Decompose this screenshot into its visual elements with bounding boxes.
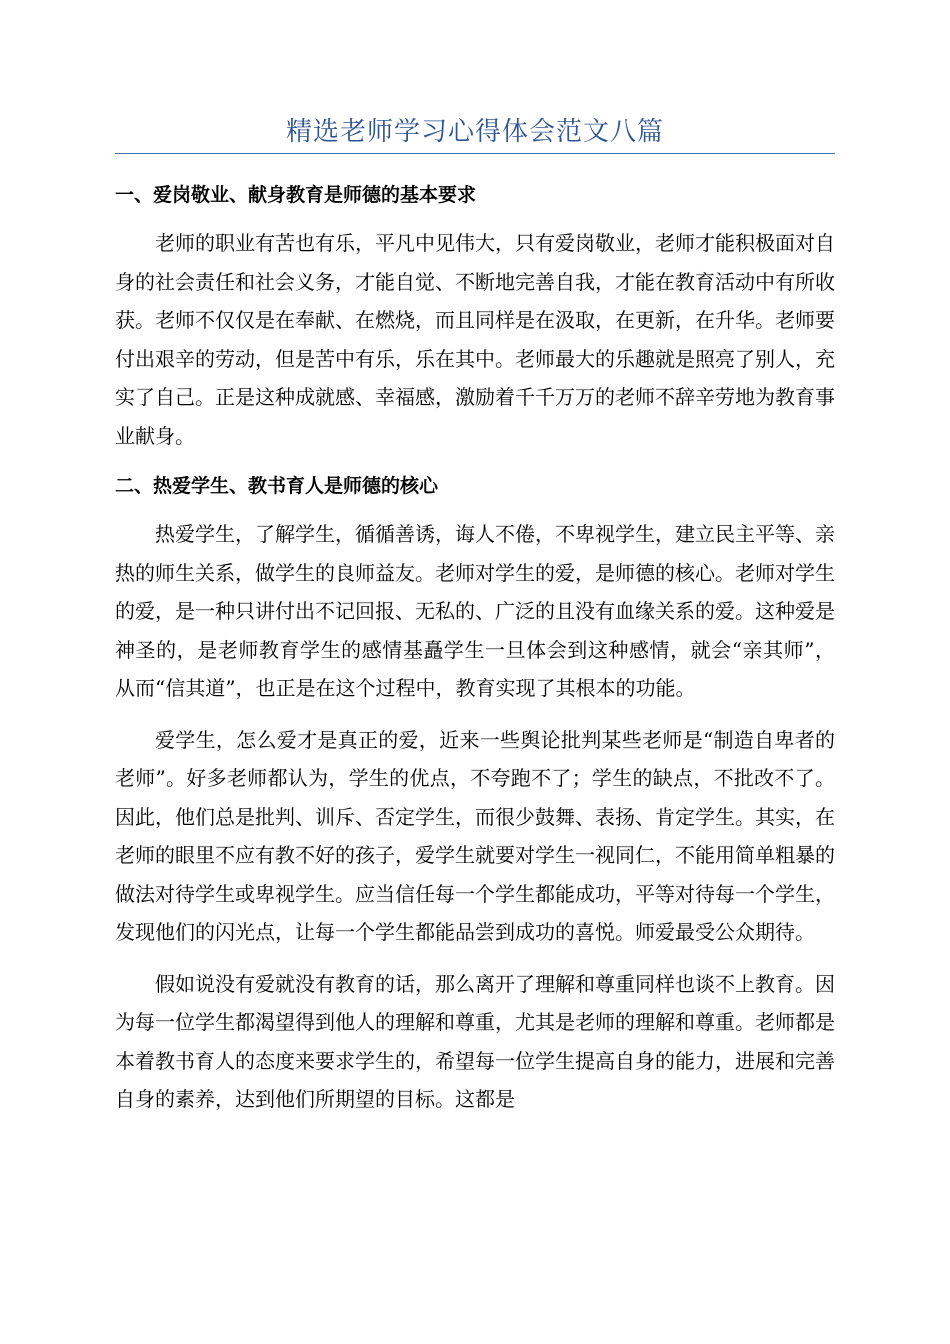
document-title: 精选老师学习心得体会范文八篇 bbox=[285, 117, 664, 147]
title-underline-rule bbox=[115, 153, 835, 154]
body-paragraph: 热爱学生，了解学生，循循善诱，诲人不倦，不卑视学生，建立民主平等、亲热的师生关系，做学生的良师益友。老师对学生的爱，是师德的核心。老师对学生的爱，是一种只讲付出不记回报、无私的、广泛的且没有血缘关系的爱。这种爱是神圣的，是老师教育学生的感情基矗学生一旦体会到这种感情，就会“亲其师”，从而“信其道”，也正是在这个过程中，教育实现了其根本的功能。 bbox=[115, 522, 835, 700]
section-heading: 二、热爱学生、教书育人是师德的核心 bbox=[115, 475, 439, 497]
section-heading: 一、爱岗敬业、献身教育是师德的基本要求 bbox=[115, 184, 477, 206]
body-paragraph: 爱学生，怎么爱才是真正的爱，近来一些舆论批判某些老师是“制造自卑者的老师”。好多老师都认为，学生的优点，不夸跑不了；学生的缺点，不批改不了。因此，他们总是批判、训斥、否定学生，而很少鼓舞、表扬、肯定学生。其实，在老师的眼里不应有教不好的孩子，爱学生就要对学生一视同仁，不能用简单粗暴的做法对待学生或卑视学生。应当信任每一个学生都能成功，平等对待每一个学生，发现他们的闪光点，让每一个学生都能品尝到成功的喜悦。师爱最受公众期待。 bbox=[115, 727, 835, 944]
body-paragraph: 假如说没有爱就没有教育的话，那么离开了理解和尊重同样也谈不上教育。因为每一位学生都渴望得到他人的理解和尊重，尤其是老师的理解和尊重。老师都是本着教书育人的态度来要求学生的，希望每一位学生提高自身的能力，进展和完善自身的素养，达到他们所期望的目标。这都是 bbox=[115, 971, 835, 1111]
document-body bbox=[115, 177, 835, 1132]
body-paragraph: 老师的职业有苦也有乐，平凡中见伟大，只有爱岗敬业，老师才能积极面对自身的社会责任和社会义务，才能自觉、不断地完善自我，才能在教育活动中有所收获。老师不仅仅是在奉献、在燃烧，而且同样是在汲取，在更新，在升华。老师要付出艰辛的劳动，但是苦中有乐，乐在其中。老师最大的乐趣就是照亮了别人，充实了自己。正是这种成就感、幸福感，激励着千千万万的老师不辞辛劳地为教育事业献身。 bbox=[115, 231, 835, 448]
